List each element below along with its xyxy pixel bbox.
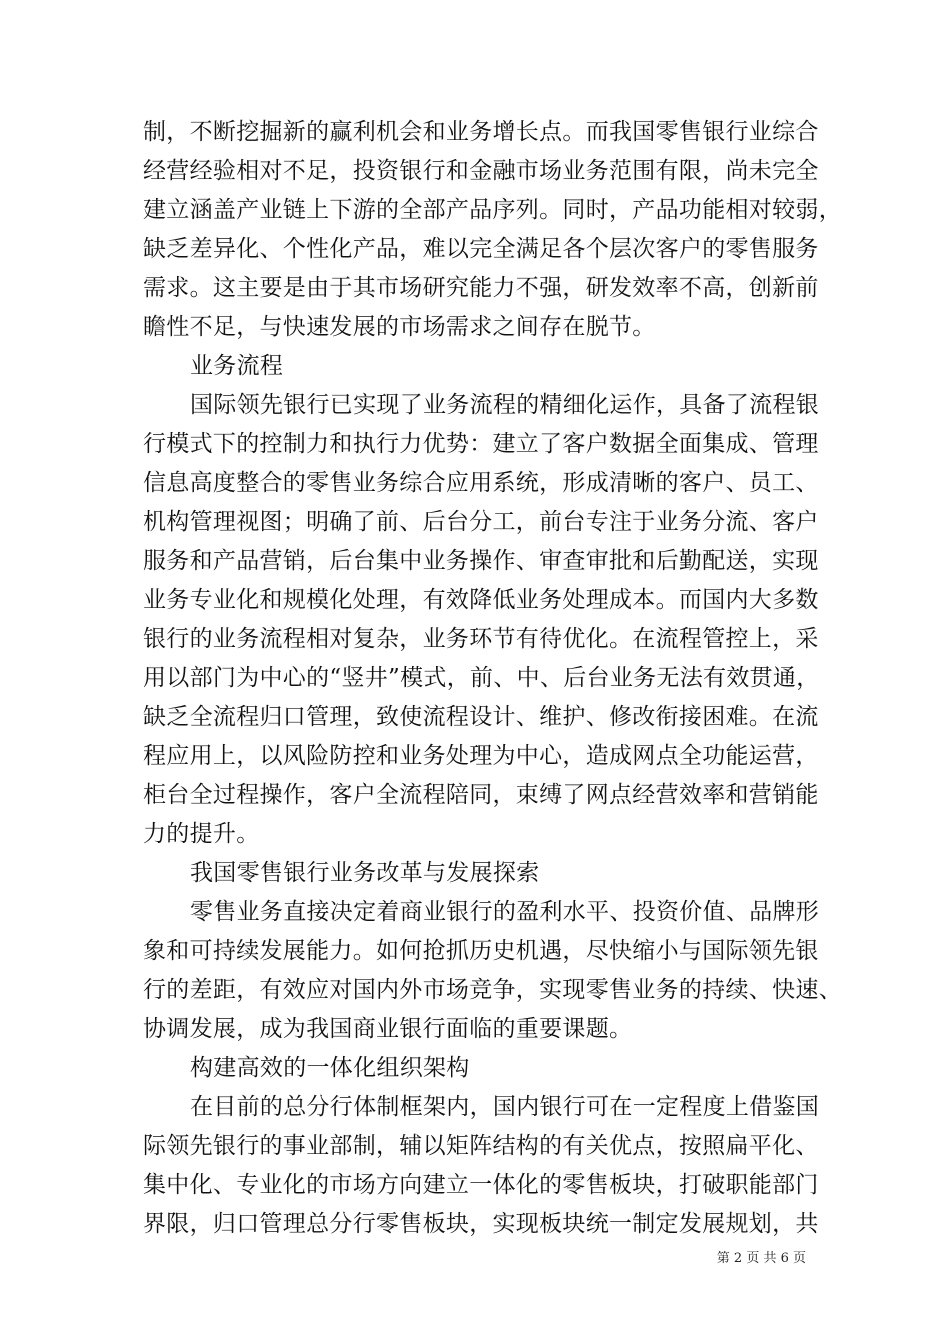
text-line: 建立涵盖产业链上下游的全部产品序列。同时，产品功能相对较弱， <box>143 197 842 223</box>
text-line: 业务专业化和规模化处理，有效降低业务处理成本。而国内大多数 <box>143 587 819 613</box>
text-line: 缺乏全流程归口管理，致使流程设计、维护、修改衔接困难。在流 <box>143 704 819 730</box>
text-line: 零售业务直接决定着商业银行的盈利水平、投资价值、品牌形 <box>190 899 820 925</box>
text-line: 缺乏差异化、个性化产品，难以完全满足各个层次客户的零售服务 <box>143 236 819 262</box>
text-line: 柜台全过程操作，客户全流程陪同，束缚了网点经营效率和营销能 <box>143 782 819 808</box>
text-line: 界限，归口管理总分行零售板块，实现板块统一制定发展规划，共 <box>143 1211 819 1237</box>
text-line: 力的提升。 <box>143 821 260 847</box>
text-line: 机构管理视图；明确了前、后台分工，前台专注于业务分流、客户 <box>143 509 819 535</box>
page-number: 第 2 页 共 6 页 <box>716 1251 806 1266</box>
text-line: 用以部门为中心的“竖井”模式，前、中、后台业务无法有效贯通， <box>143 665 820 691</box>
text-line: 服务和产品营销，后台集中业务操作、审查审批和后勤配送，实现 <box>143 548 819 574</box>
text-line: 行的差距，有效应对国内外市场竞争，实现零售业务的持续、快速、 <box>143 977 842 1003</box>
text-line: 制，不断挖掘新的赢利机会和业务增长点。而我国零售银行业综合 <box>143 119 819 145</box>
text-line: 协调发展，成为我国商业银行面临的重要课题。 <box>143 1016 633 1042</box>
text-line: 需求。这主要是由于其市场研究能力不强，研发效率不高，创新前 <box>143 275 819 301</box>
section-heading: 构建高效的一体化组织架构 <box>190 1055 470 1081</box>
document-body <box>143 113 842 1244</box>
text-line: 国际领先银行已实现了业务流程的精细化运作，具备了流程银 <box>190 392 820 418</box>
section-heading: 我国零售银行业务改革与发展探索 <box>190 860 540 886</box>
text-line: 际领先银行的事业部制，辅以矩阵结构的有关优点，按照扁平化、 <box>143 1133 819 1159</box>
text-line: 信息高度整合的零售业务综合应用系统，形成清晰的客户、员工、 <box>143 470 819 496</box>
text-line: 象和可持续发展能力。如何抢抓历史机遇，尽快缩小与国际领先银 <box>143 938 819 964</box>
text-line: 在目前的总分行体制框架内，国内银行可在一定程度上借鉴国 <box>190 1094 820 1120</box>
text-line: 瞻性不足，与快速发展的市场需求之间存在脱节。 <box>143 314 656 340</box>
section-heading: 业务流程 <box>190 353 284 379</box>
text-line: 集中化、专业化的市场方向建立一体化的零售板块，打破职能部门 <box>143 1172 819 1198</box>
text-line: 程应用上，以风险防控和业务处理为中心，造成网点全功能运营， <box>143 743 819 769</box>
text-line: 行模式下的控制力和执行力优势：建立了客户数据全面集成、管理 <box>143 431 819 457</box>
text-line: 银行的业务流程相对复杂，业务环节有待优化。在流程管控上，采 <box>143 626 819 652</box>
text-line: 经营经验相对不足，投资银行和金融市场业务范围有限，尚未完全 <box>143 158 819 184</box>
